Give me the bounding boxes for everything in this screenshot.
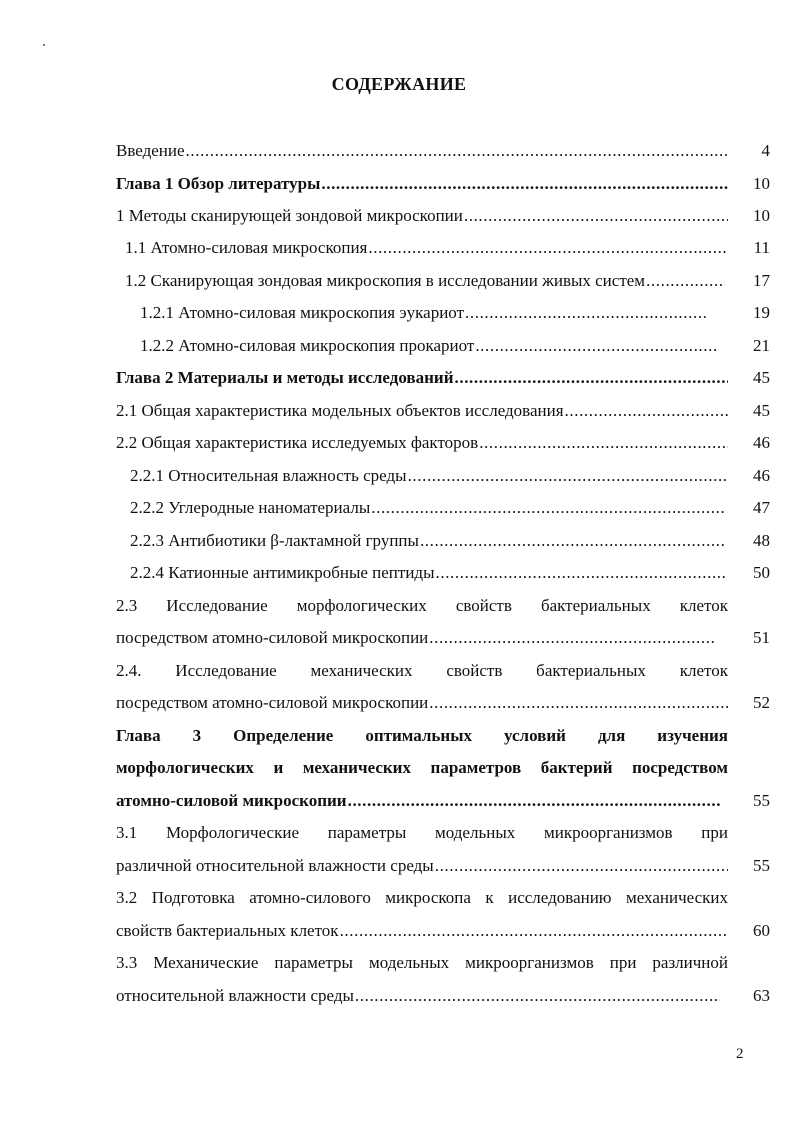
toc-entry[interactable] [116,141,728,163]
toc-page-number: 46 [753,433,770,452]
dot-leader [464,206,728,225]
dot-leader [646,271,725,290]
toc-page-number: 46 [753,466,770,485]
toc-entry[interactable] [116,986,720,1008]
toc-page-number: 11 [753,238,770,257]
dot-leader [429,628,714,647]
toc-page-number: 45 [753,401,770,420]
toc-entry[interactable] [130,466,726,488]
dot-leader [565,401,728,420]
dot-leader [479,433,728,452]
toc-entry[interactable] [116,368,728,390]
toc-entry-line[interactable]: морфологических и механических параметров бактерий посредством [116,758,728,777]
toc-page-number: 10 [753,174,770,193]
toc-page-number: 10 [753,206,770,225]
toc-entry-title: 2.2.4 Катионные антимикробные пептиды [130,563,435,582]
page-title: СОДЕРЖАНИЕ [331,74,467,94]
toc-entry-line[interactable]: 3.2 Подготовка атомно-силового микроскопа к исследованию механических [116,888,728,907]
dot-leader [420,531,726,550]
toc-entry[interactable] [125,271,725,293]
toc-entry-title: 2.2.3 Антибиотики β-лактамной группы [130,531,419,550]
dot-leader [371,498,726,517]
toc-page-number: 63 [753,986,770,1005]
toc-entry[interactable] [116,628,714,650]
toc-entry-title: 1 Методы сканирующей зондовой микроскопии [116,206,463,225]
toc-entry-title: Глава 2 Материалы и методы исследований [116,368,454,387]
dot-leader [408,466,726,485]
dot-leader [355,986,720,1005]
toc-entry-line[interactable]: 3.3 Механические параметры модельных микроорганизмов при различной [116,953,728,972]
dot-leader [340,921,728,940]
toc-page-number: 50 [753,563,770,582]
toc-entry-title: свойств бактериальных клеток [116,921,339,940]
toc-page-number: 55 [753,791,770,810]
toc-page-number: 19 [753,303,770,322]
dot-leader [186,141,728,160]
page-number: 2 [736,1046,744,1062]
toc-entry-line[interactable]: Глава 3 Определение оптимальных условий для изучения [116,726,728,745]
toc-entry-title: посредством атомно-силовой микроскопии [116,693,429,712]
dot-leader [475,336,718,355]
toc-entry[interactable] [116,174,728,196]
toc-entry[interactable] [130,531,726,553]
toc-page-number: 45 [753,368,770,387]
dot-leader [429,693,728,712]
dot-leader [436,563,727,582]
toc-entry[interactable] [116,401,728,423]
toc-entry[interactable] [116,693,728,715]
toc-entry[interactable] [116,791,720,813]
toc-entry[interactable] [130,498,726,520]
toc-entry-line[interactable]: 2.4. Исследование механических свойств бактериальных клеток [116,661,728,680]
toc-entry-title: 2.1 Общая характеристика модельных объектов исследования [116,401,564,420]
toc-entry-title: 2.2.2 Углеродные наноматериалы [130,498,371,517]
toc-entry-title: Глава 1 Обзор литературы [116,174,321,193]
toc-entry-line[interactable]: 3.1 Морфологические параметры модельных микроорганизмов при [116,823,728,842]
toc-page-number: 17 [753,271,770,290]
toc-entry-title: посредством атомно-силовой микроскопии [116,628,429,647]
toc-page-number: 4 [761,141,770,160]
toc-entry[interactable] [140,336,718,358]
toc-page-number: 60 [753,921,770,940]
toc-entry-title: 1.2.2 Атомно-силовая микроскопия прокариот [140,336,475,355]
toc-entry-title: атомно-силовой микроскопии [116,791,347,810]
toc-page-number: 52 [753,693,770,712]
toc-entry-title: 1.2.1 Атомно-силовая микроскопия эукариот [140,303,465,322]
dot-leader [321,174,728,193]
toc-entry[interactable] [140,303,708,325]
toc-page-number: 47 [753,498,770,517]
toc-entry[interactable] [116,856,728,878]
toc-page-number: 55 [753,856,770,875]
toc-entry-title: различной относительной влажности среды [116,856,434,875]
toc-entry-title: 1.1 Атомно-силовая микроскопия [125,238,368,257]
toc-entry-title: 2.2 Общая характеристика исследуемых факторов [116,433,479,452]
toc-page-number: 48 [753,531,770,550]
toc-entry-title: 2.2.1 Относительная влажность среды [130,466,407,485]
toc-entry[interactable] [116,206,728,228]
toc-entry[interactable] [116,433,728,455]
dot-leader [435,856,728,875]
toc-page-number: 21 [753,336,770,355]
dot-leader [368,238,728,257]
toc-entry-line[interactable]: 2.3 Исследование морфологических свойств бактериальных клеток [116,596,728,615]
toc-entry-title: Введение [116,141,185,160]
toc-entry[interactable] [125,238,728,260]
dot-leader [348,791,720,810]
toc-entry-title: 1.2 Сканирующая зондовая микроскопия в исследовании живых систем [125,271,646,290]
toc-entry-title: относительной влажности среды [116,986,354,1005]
toc-entry[interactable] [130,563,726,585]
toc-page-number: 51 [753,628,770,647]
dot-leader [465,303,708,322]
dot-leader [455,368,729,387]
toc-entry[interactable] [116,921,728,943]
